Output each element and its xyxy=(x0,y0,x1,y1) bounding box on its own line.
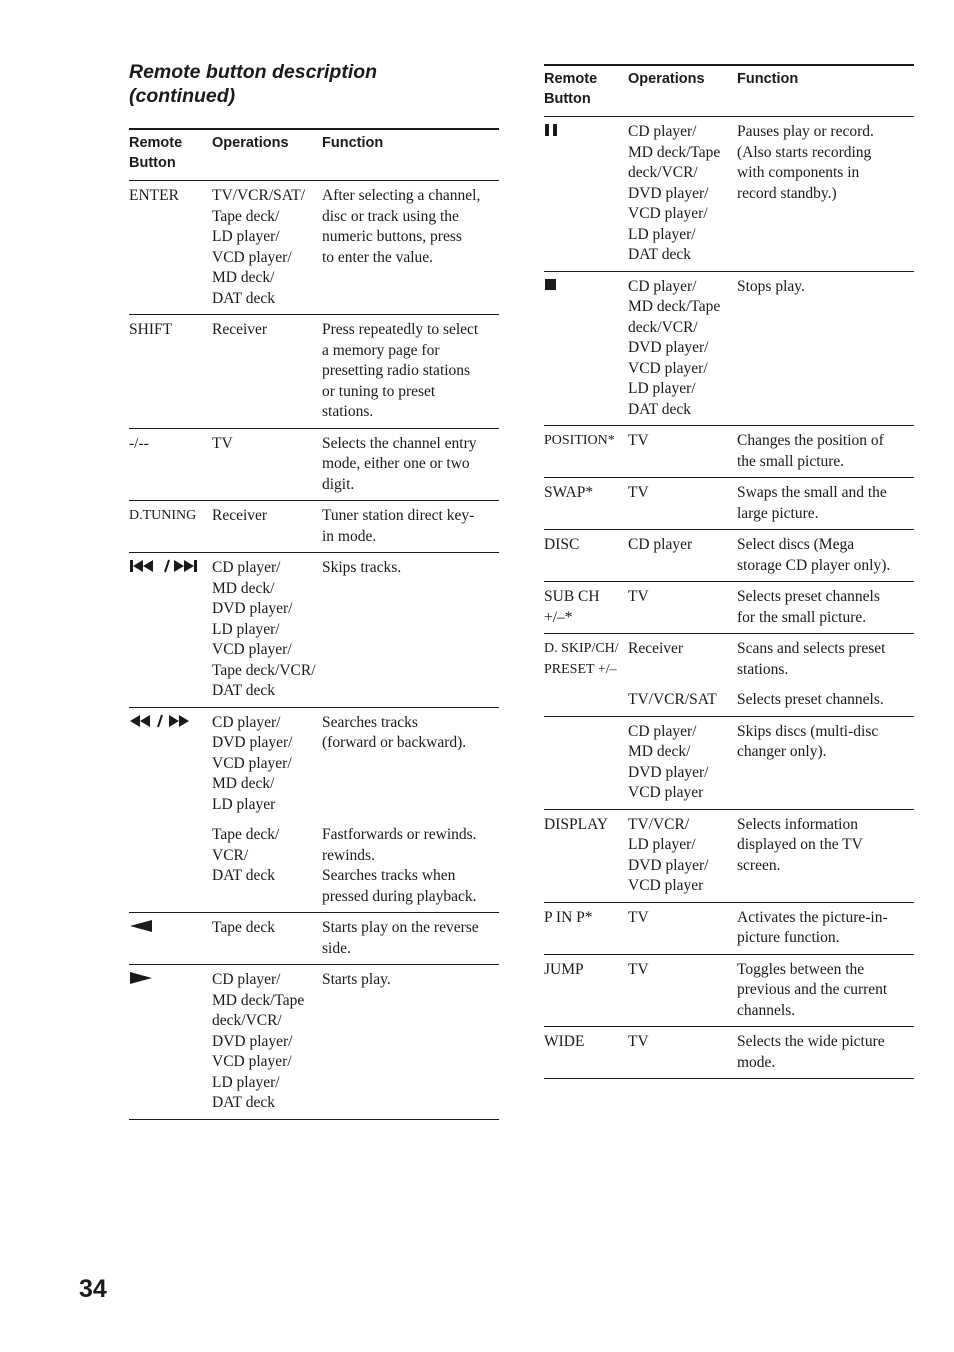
remote-button-cell xyxy=(129,825,212,907)
operations-line: CD player/ xyxy=(212,713,281,731)
remote-button-label: JUMP xyxy=(544,960,584,978)
header-operations: Operations xyxy=(212,135,289,151)
operations-cell xyxy=(628,122,737,266)
function-cell xyxy=(322,918,499,959)
table-row xyxy=(129,553,499,708)
function-cell xyxy=(737,690,914,711)
stop-icon xyxy=(544,277,628,297)
function-line: stations. xyxy=(322,403,374,420)
operations-line: VCD player/ xyxy=(212,1053,292,1070)
rewind-fastforward-icon xyxy=(129,713,212,733)
function-line: presetting radio stations xyxy=(322,362,471,379)
operations-line: TV xyxy=(628,588,649,605)
table-row xyxy=(544,955,914,1028)
operations-cell xyxy=(628,908,737,949)
remote-button-cell xyxy=(544,587,628,628)
function-line: Selects information xyxy=(737,815,858,833)
operations-cell xyxy=(628,639,737,680)
function-line: disc or track using the xyxy=(322,207,459,225)
header-text: Button xyxy=(544,91,591,107)
function-line: channels. xyxy=(737,1001,796,1019)
function-line: Press repeatedly to select xyxy=(322,321,479,338)
function-line: Skips tracks. xyxy=(322,559,402,576)
function-cell xyxy=(322,713,499,816)
operations-line: VCD player/ xyxy=(212,641,292,658)
function-line: Scans and selects preset xyxy=(737,640,886,657)
function-cell xyxy=(737,431,914,472)
operations-line: CD player/ xyxy=(212,971,281,988)
remote-button-cell xyxy=(129,320,212,423)
header-function: Function xyxy=(322,135,384,151)
remote-button-cell xyxy=(129,434,212,496)
operations-cell xyxy=(212,970,322,1114)
operations-line: TV xyxy=(212,434,233,452)
header-text: Button xyxy=(129,155,176,171)
remote-button-label: +/–* xyxy=(544,608,573,626)
table-row xyxy=(544,426,914,478)
page-number: 34 xyxy=(79,1275,107,1303)
operations-cell xyxy=(212,186,322,309)
function-line: Skips discs (multi-disc xyxy=(737,722,879,740)
skip-prev-next-icon xyxy=(129,558,212,578)
remote-button-label: D. SKIP/CH/ xyxy=(544,641,619,656)
operations-cell xyxy=(628,722,737,804)
function-cell xyxy=(737,639,914,680)
operations-cell xyxy=(212,320,322,423)
operations-line: TV xyxy=(628,484,649,501)
operations-line: CD player/ xyxy=(212,559,281,576)
header-text: Remote xyxy=(129,135,183,151)
play-icon xyxy=(129,970,212,990)
function-line: Swaps the small and the xyxy=(737,484,887,501)
operations-line: MD deck/ xyxy=(628,743,691,760)
operations-cell xyxy=(628,535,737,576)
remote-button-cell xyxy=(544,1032,628,1073)
operations-line: VCD player xyxy=(628,877,704,894)
function-line: pressed during playback. xyxy=(322,887,477,905)
operations-line: DAT deck xyxy=(212,682,275,699)
operations-line: LD player/ xyxy=(628,836,696,853)
function-cell xyxy=(737,587,914,628)
function-line: Tuner station direct key- xyxy=(322,507,475,524)
operations-line: Tape deck/VCR/ xyxy=(212,661,316,679)
function-line: digit. xyxy=(322,475,355,493)
table-row xyxy=(129,181,499,315)
operations-line: DAT deck xyxy=(628,400,691,418)
operations-line: VCD player/ xyxy=(628,359,708,377)
section-heading-line-1: Remote button description xyxy=(129,61,378,83)
function-line: for the small picture. xyxy=(737,608,867,626)
function-line: Selects the wide picture xyxy=(737,1033,885,1050)
function-line: Starts play on the reverse xyxy=(322,919,479,936)
remote-button-label: POSITION* xyxy=(544,433,615,448)
function-line: or tuning to preset xyxy=(322,382,436,400)
operations-line: deck/VCR/ xyxy=(628,164,698,181)
remote-button-cell xyxy=(129,970,212,1114)
operations-line: LD player xyxy=(212,795,276,813)
function-line: rewinds. xyxy=(322,846,375,864)
table-row xyxy=(129,429,499,502)
remote-button-label: SHIFT xyxy=(129,321,173,338)
operations-cell xyxy=(212,918,322,959)
right-table xyxy=(544,64,914,1079)
table-row xyxy=(544,478,914,530)
function-cell xyxy=(737,815,914,897)
remote-button-cell xyxy=(544,815,628,897)
section-heading xyxy=(129,60,489,108)
operations-cell xyxy=(628,690,737,711)
operations-line: DAT deck xyxy=(212,1094,275,1111)
operations-line: MD deck/Tape xyxy=(628,298,721,315)
pause-icon xyxy=(544,122,628,142)
header-operations: Operations xyxy=(628,71,705,87)
function-cell xyxy=(737,1032,914,1073)
function-line: Selects preset channels. xyxy=(737,691,884,708)
function-line: (Also starts recording xyxy=(737,143,872,161)
remote-button-cell xyxy=(544,277,628,421)
operations-line: MD deck/ xyxy=(212,269,275,286)
function-cell xyxy=(322,186,499,309)
table-row xyxy=(544,685,914,717)
operations-line: Tape deck/ xyxy=(212,207,280,225)
function-line: Pauses play or record. xyxy=(737,123,874,140)
left-table xyxy=(129,128,499,1120)
operations-cell xyxy=(212,434,322,496)
operations-cell xyxy=(628,483,737,524)
function-cell xyxy=(322,320,499,423)
operations-line: DVD player/ xyxy=(628,339,709,356)
function-line: Searches tracks xyxy=(322,713,418,731)
header-remote-button xyxy=(544,69,628,109)
operations-cell xyxy=(212,713,322,816)
function-line: with components in xyxy=(737,164,860,181)
function-line: Changes the position of xyxy=(737,432,884,449)
operations-line: VCD player/ xyxy=(628,205,708,222)
operations-cell xyxy=(628,587,737,628)
operations-cell xyxy=(212,825,322,907)
function-line: Activates the picture-in- xyxy=(737,908,888,926)
table-row xyxy=(544,530,914,582)
function-line: mode. xyxy=(737,1053,776,1071)
operations-line: LD player/ xyxy=(628,380,696,397)
function-line: changer only). xyxy=(737,743,827,760)
operations-line: VCD player/ xyxy=(212,248,292,266)
function-cell xyxy=(322,970,499,1114)
function-cell xyxy=(737,122,914,266)
table-row xyxy=(129,501,499,553)
operations-line: TV/VCR/SAT/ xyxy=(212,187,306,204)
function-line: stations. xyxy=(737,660,789,678)
remote-button-label: P IN P* xyxy=(544,908,593,926)
section-heading-line-2: (continued) xyxy=(129,85,236,107)
operations-line: deck/VCR/ xyxy=(628,318,698,336)
function-line: previous and the current xyxy=(737,981,888,998)
operations-line: Receiver xyxy=(628,640,684,657)
operations-line: MD deck/Tape xyxy=(628,143,721,161)
remote-button-cell xyxy=(129,918,212,959)
header-text: Remote xyxy=(544,71,598,87)
table-header xyxy=(129,128,499,181)
function-line: Stops play. xyxy=(737,277,805,295)
function-line: mode, either one or two xyxy=(322,455,470,472)
remote-button-cell xyxy=(129,506,212,547)
operations-line: Receiver xyxy=(212,321,268,338)
table-row xyxy=(544,582,914,634)
function-line: in mode. xyxy=(322,527,377,545)
operations-line: MD deck/ xyxy=(212,775,275,792)
function-line: to enter the value. xyxy=(322,248,434,266)
remote-button-cell xyxy=(544,722,628,804)
function-cell xyxy=(737,277,914,421)
function-cell xyxy=(322,558,499,702)
operations-line: DVD player/ xyxy=(212,734,293,751)
table-row xyxy=(544,272,914,427)
table-row xyxy=(129,315,499,429)
remote-button-label: ENTER xyxy=(129,187,179,204)
table-row xyxy=(129,913,499,965)
function-line: Searches tracks when xyxy=(322,867,456,884)
function-line: Selects preset channels xyxy=(737,588,880,605)
table-row xyxy=(129,965,499,1120)
operations-line: VCD player xyxy=(628,784,704,801)
function-line: After selecting a channel, xyxy=(322,187,481,204)
function-cell xyxy=(737,960,914,1022)
table-row xyxy=(544,634,914,685)
operations-line: DAT deck xyxy=(212,289,275,307)
remote-button-cell xyxy=(129,186,212,309)
operations-line: Tape deck/ xyxy=(212,826,280,843)
function-line: the small picture. xyxy=(737,452,845,470)
operations-cell xyxy=(212,558,322,702)
operations-line: DAT deck xyxy=(212,867,275,884)
operations-line: TV xyxy=(628,960,649,978)
operations-cell xyxy=(628,960,737,1022)
operations-cell xyxy=(628,277,737,421)
function-line: picture function. xyxy=(737,929,840,946)
remote-button-label: WIDE xyxy=(544,1033,585,1050)
remote-button-label: SUB CH xyxy=(544,588,600,605)
function-cell xyxy=(737,908,914,949)
remote-button-cell xyxy=(544,431,628,472)
header-function: Function xyxy=(737,71,799,87)
operations-line: LD player/ xyxy=(628,225,696,243)
function-cell xyxy=(737,722,914,804)
remote-button-label: D.TUNING xyxy=(129,508,197,523)
operations-line: VCD player/ xyxy=(212,754,292,772)
operations-cell xyxy=(628,1032,737,1073)
operations-cell xyxy=(212,506,322,547)
operations-line: TV/VCR/ xyxy=(628,815,690,833)
header-remote-button xyxy=(129,133,212,173)
table-row xyxy=(544,117,914,272)
operations-line: LD player/ xyxy=(212,1073,280,1091)
operations-line: DVD player/ xyxy=(212,1032,293,1050)
operations-cell xyxy=(628,431,737,472)
operations-line: DVD player/ xyxy=(628,763,709,781)
operations-line: DVD player/ xyxy=(628,184,709,202)
remote-button-label: DISPLAY xyxy=(544,815,609,833)
function-cell xyxy=(322,434,499,496)
remote-button-cell xyxy=(544,535,628,576)
reverse-play-icon xyxy=(129,918,212,938)
function-line: Toggles between the xyxy=(737,960,865,978)
remote-button-label: DISC xyxy=(544,536,580,553)
operations-line: TV/VCR/SAT xyxy=(628,691,717,708)
operations-line: MD deck/ xyxy=(212,579,275,597)
function-line: storage CD player only). xyxy=(737,556,891,574)
operations-line: CD player xyxy=(628,536,693,553)
function-line: screen. xyxy=(737,856,781,874)
operations-line: LD player/ xyxy=(212,620,280,638)
function-cell xyxy=(322,825,499,907)
remote-button-cell xyxy=(129,713,212,816)
function-line: side. xyxy=(322,939,351,957)
remote-button-label: SWAP* xyxy=(544,484,594,501)
remote-button-cell xyxy=(129,558,212,702)
operations-line: CD player/ xyxy=(628,722,697,740)
operations-line: CD player/ xyxy=(628,277,697,295)
operations-line: Tape deck xyxy=(212,919,276,936)
table-row xyxy=(544,903,914,955)
function-line: numeric buttons, press xyxy=(322,228,462,245)
function-line: Fastforwards or rewinds. xyxy=(322,826,477,843)
function-line: displayed on the TV xyxy=(737,836,863,853)
function-line: Select discs (Mega xyxy=(737,536,855,553)
function-line: a memory page for xyxy=(322,341,440,359)
function-line: Starts play. xyxy=(322,971,391,988)
function-line: record standby.) xyxy=(737,184,837,202)
remote-button-label: PRESET +/– xyxy=(544,661,617,677)
remote-button-cell xyxy=(544,122,628,266)
table-header xyxy=(544,64,914,117)
operations-line: TV xyxy=(628,1033,649,1050)
function-cell xyxy=(737,483,914,524)
operations-line: TV xyxy=(628,908,649,926)
function-line: (forward or backward). xyxy=(322,734,467,751)
table-row xyxy=(544,717,914,810)
operations-line: DVD player/ xyxy=(212,600,293,617)
operations-line: TV xyxy=(628,432,649,449)
function-cell xyxy=(737,535,914,576)
operations-line: DAT deck xyxy=(628,246,691,263)
function-cell xyxy=(322,506,499,547)
operations-line: LD player/ xyxy=(212,228,280,245)
operations-cell xyxy=(628,815,737,897)
remote-button-cell xyxy=(544,690,628,711)
remote-button-cell xyxy=(544,960,628,1022)
table-row xyxy=(544,810,914,903)
remote-button-cell xyxy=(544,908,628,949)
remote-button-label: -/-- xyxy=(129,434,149,452)
function-line: large picture. xyxy=(737,504,819,522)
table-row xyxy=(129,708,499,821)
operations-line: CD player/ xyxy=(628,123,697,140)
function-line: Selects the channel entry xyxy=(322,434,477,452)
operations-line: MD deck/Tape xyxy=(212,991,305,1009)
table-row xyxy=(544,1027,914,1079)
table-row xyxy=(129,820,499,913)
operations-line: VCR/ xyxy=(212,846,249,864)
operations-line: Receiver xyxy=(212,507,268,524)
remote-button-cell xyxy=(544,483,628,524)
operations-line: DVD player/ xyxy=(628,856,709,874)
remote-button-cell xyxy=(544,639,628,680)
operations-line: deck/VCR/ xyxy=(212,1012,282,1029)
